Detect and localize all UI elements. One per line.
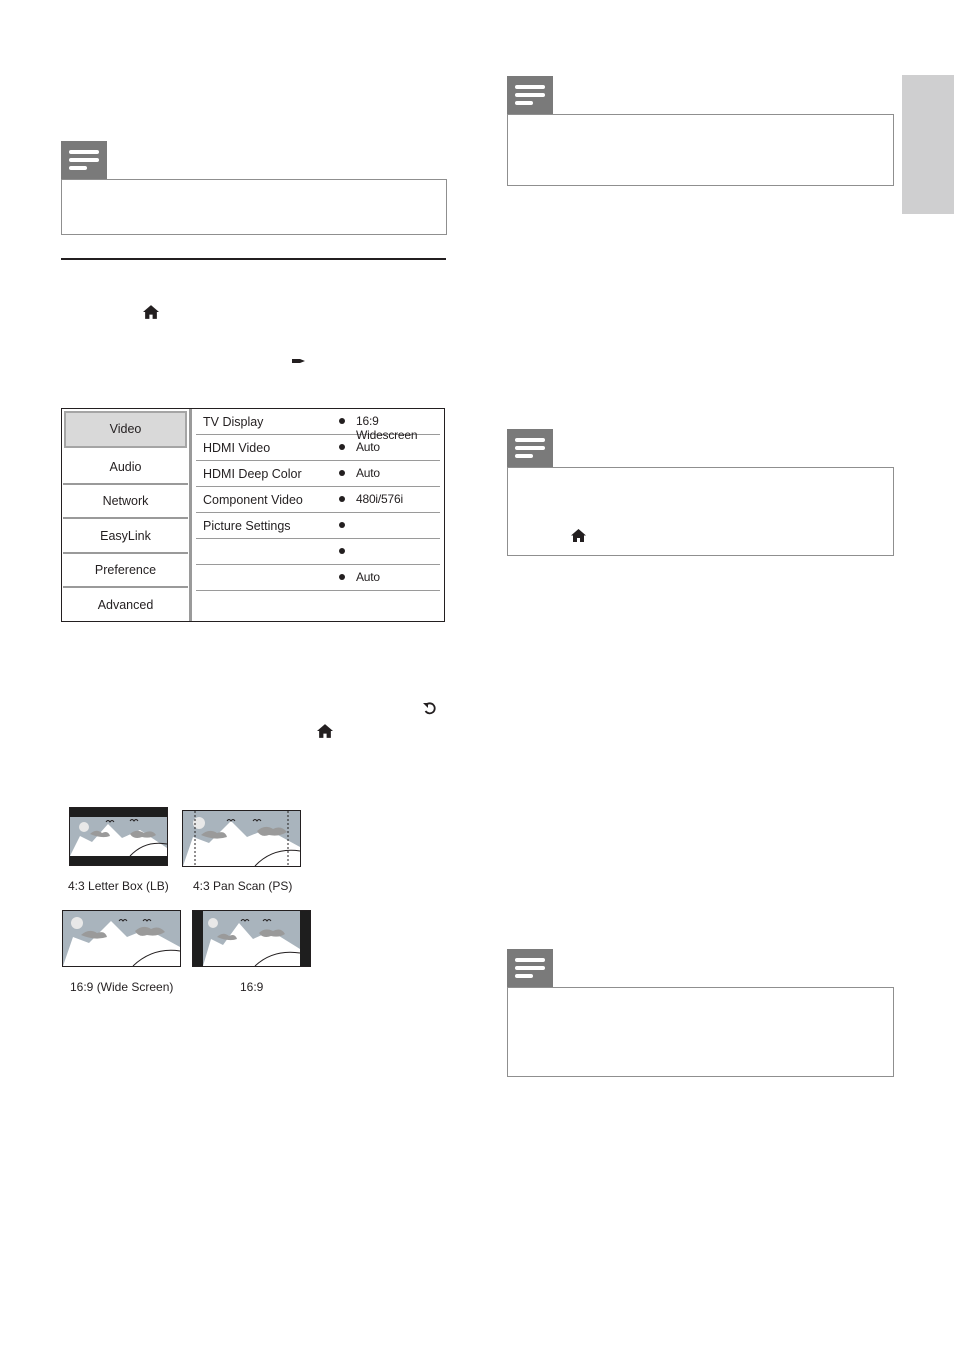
note-box-bottom-right — [507, 987, 894, 1077]
section-divider — [61, 258, 446, 260]
thumbnail-caption: 4:3 Letter Box (LB) — [68, 879, 169, 893]
note-icon — [507, 949, 553, 987]
setting-value: Auto — [356, 440, 380, 454]
setting-row[interactable] — [196, 409, 440, 442]
setting-label: HDMI Deep Color — [203, 467, 302, 481]
bullet-icon — [339, 470, 345, 476]
home-icon — [571, 529, 586, 542]
setting-row[interactable] — [196, 487, 440, 513]
language-side-tab — [902, 75, 954, 214]
menu-item-video[interactable]: Video — [64, 411, 187, 448]
right-arrow-icon — [292, 358, 305, 364]
setting-label: TV Display — [203, 415, 264, 429]
setting-label: Component Video — [203, 493, 303, 507]
bullet-icon — [339, 418, 345, 424]
setting-value: 480i/576i — [356, 492, 403, 506]
pillarbox-thumbnail — [192, 910, 311, 967]
setting-label: HDMI Video — [203, 441, 271, 455]
bullet-icon — [339, 548, 345, 554]
menu-item-network[interactable]: Network — [63, 485, 188, 519]
menu-item-audio[interactable]: Audio — [63, 451, 188, 485]
note-box-mid-right — [507, 467, 894, 556]
setting-value: 16:9 Widescreen — [356, 414, 418, 442]
setting-row[interactable] — [196, 461, 440, 487]
home-icon — [143, 305, 159, 319]
setting-row[interactable] — [196, 565, 440, 591]
setting-value: Auto — [356, 570, 380, 584]
thumbnail-caption: 4:3 Pan Scan (PS) — [193, 879, 293, 893]
bullet-icon — [339, 574, 345, 580]
setting-label: Picture Settings — [203, 519, 291, 533]
thumbnail-caption: 16:9 — [240, 980, 264, 994]
widescreen-thumbnail — [62, 910, 181, 967]
note-icon — [507, 429, 553, 467]
home-icon — [317, 724, 333, 738]
setting-row[interactable] — [196, 435, 440, 461]
pan-scan-thumbnail — [182, 810, 301, 867]
letterbox-thumbnail — [69, 807, 168, 866]
menu-category-list — [62, 409, 192, 621]
note-box-top-right — [507, 114, 894, 186]
bullet-icon — [339, 522, 345, 528]
menu-settings-list — [195, 409, 443, 621]
menu-item-preference[interactable]: Preference — [63, 554, 188, 588]
setting-value: Auto — [356, 466, 380, 480]
note-icon — [507, 76, 553, 114]
note-icon — [61, 141, 107, 179]
note-box-top-left — [61, 179, 447, 235]
menu-item-easylink[interactable]: EasyLink — [63, 520, 188, 554]
bullet-icon — [339, 444, 345, 450]
thumbnail-caption: 16:9 (Wide Screen) — [70, 980, 174, 994]
menu-item-advanced[interactable]: Advanced — [97, 598, 154, 612]
back-icon — [423, 702, 437, 716]
setting-row[interactable] — [196, 539, 440, 565]
setting-row[interactable] — [196, 513, 440, 539]
bullet-icon — [339, 496, 345, 502]
settings-menu — [61, 408, 445, 622]
